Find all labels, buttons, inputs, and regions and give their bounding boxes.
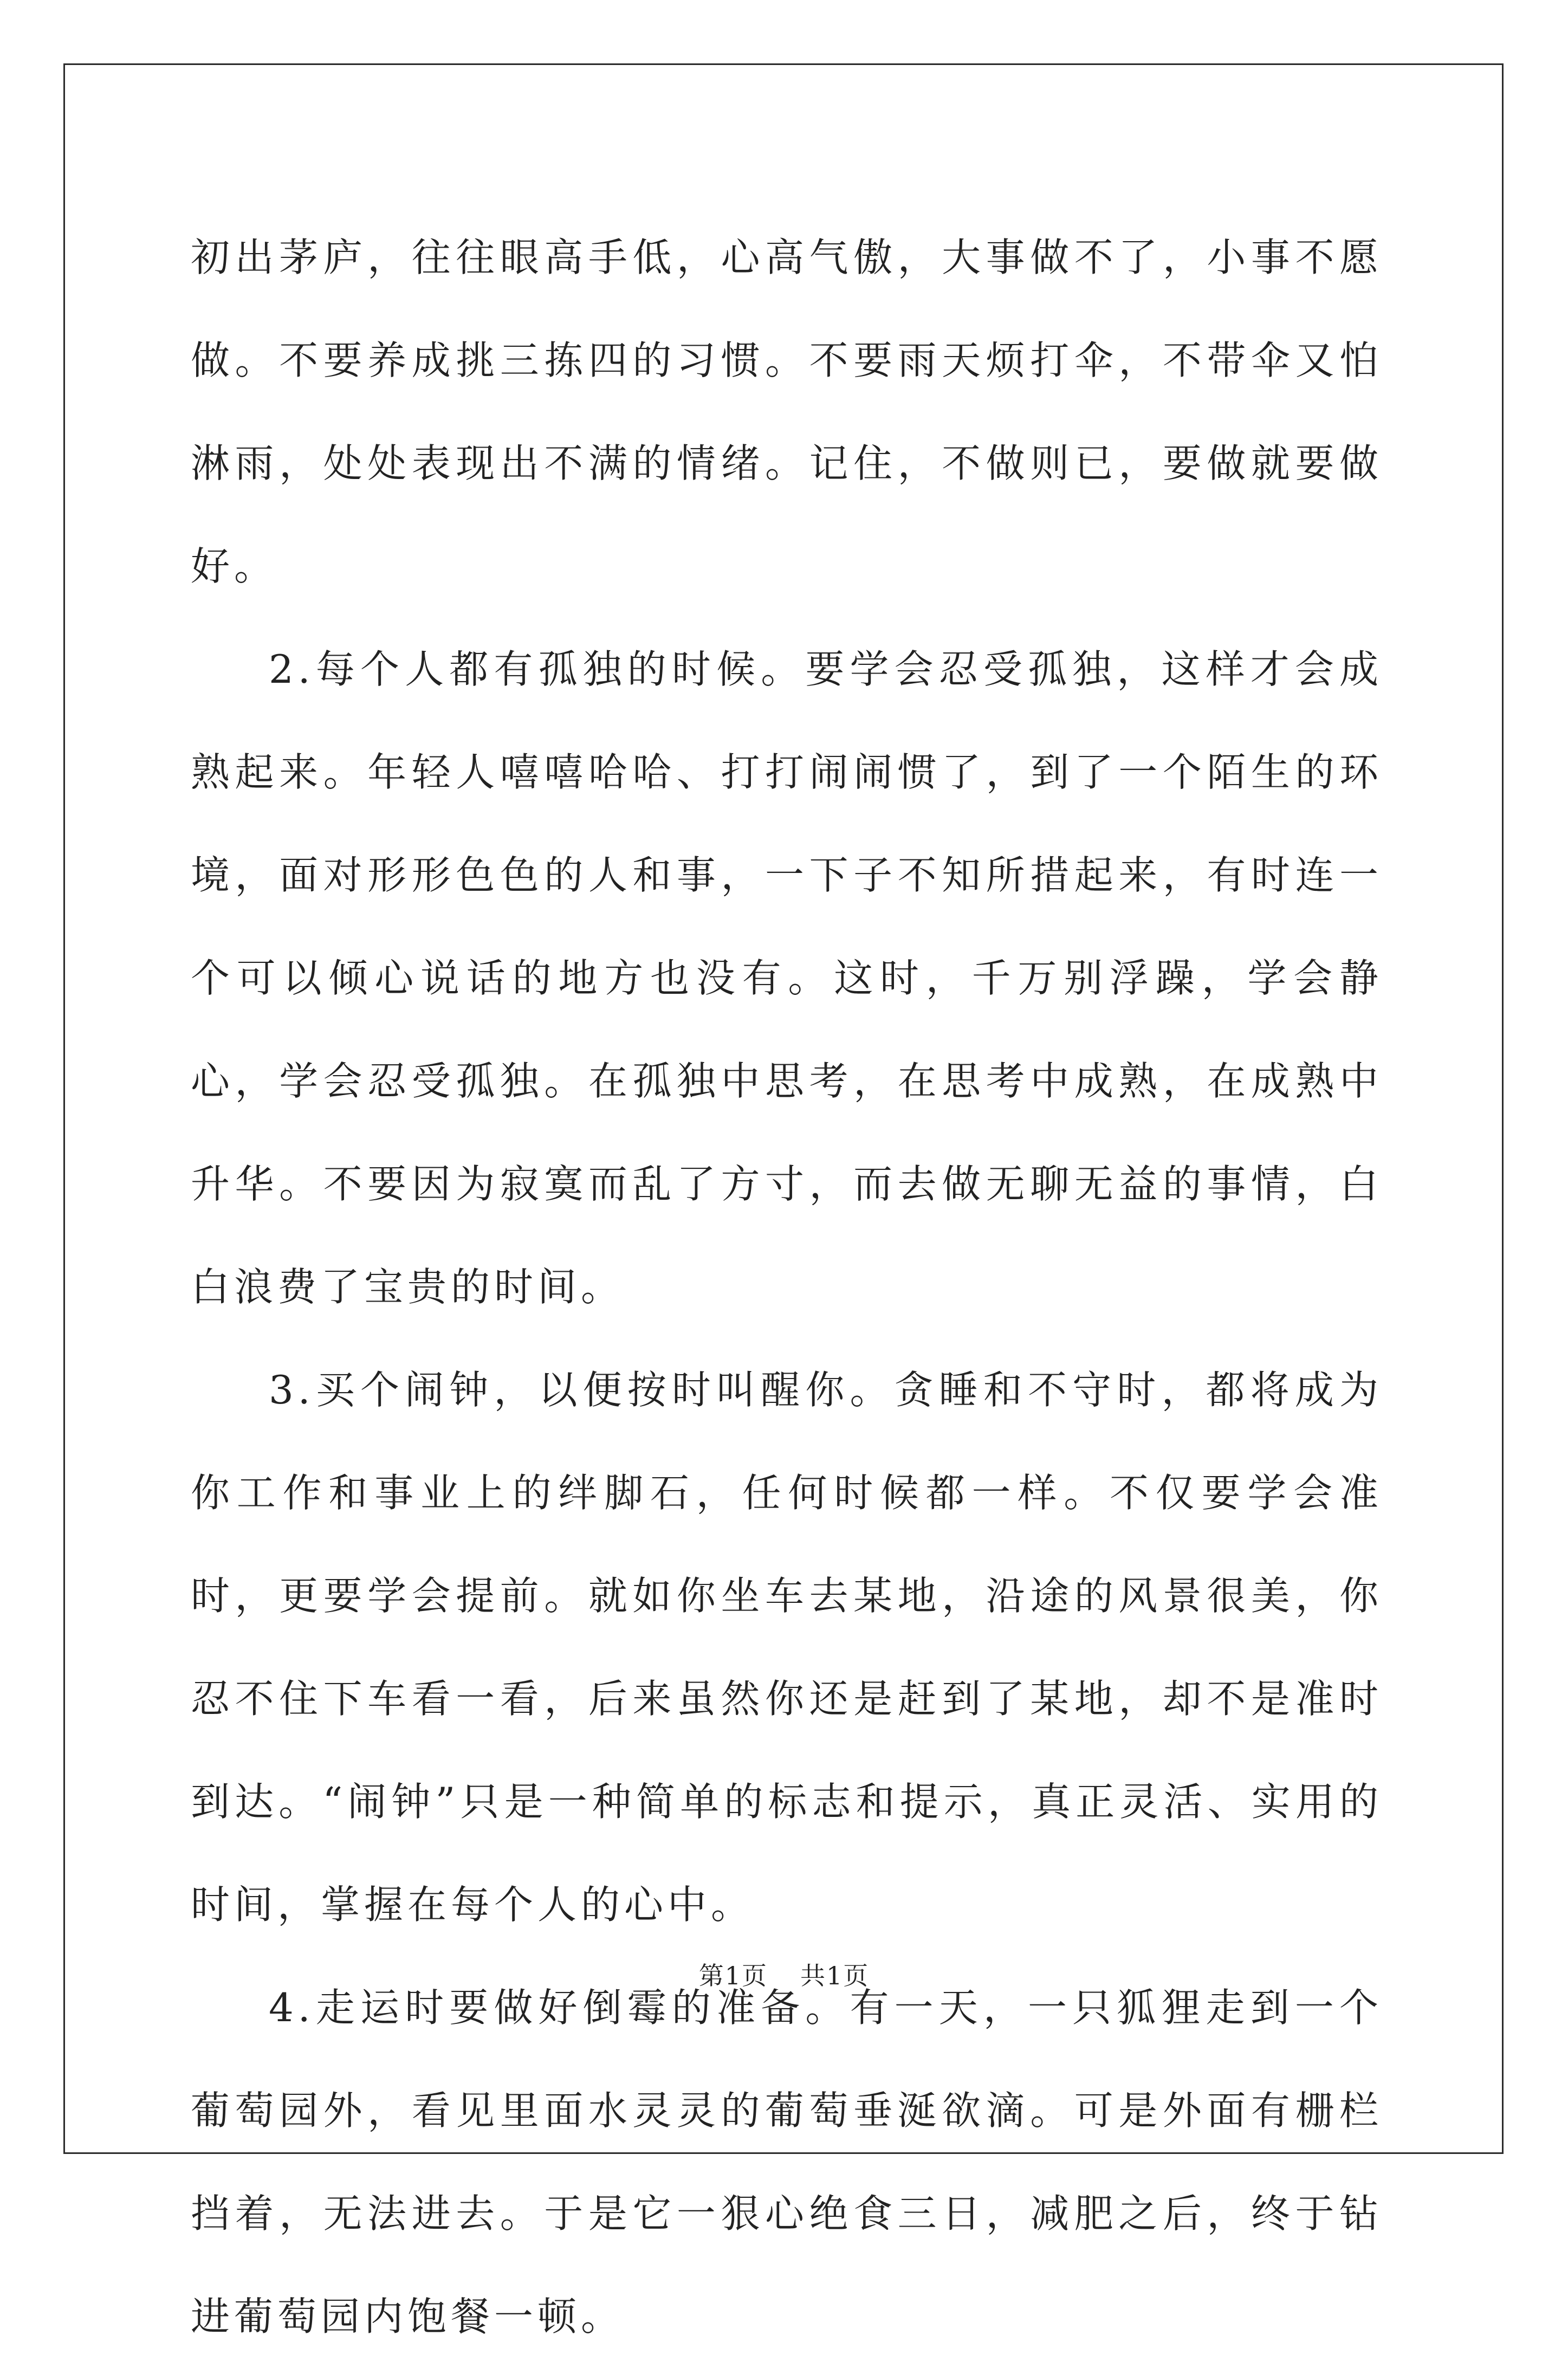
paragraph-4: 4.走运时要做好倒霉的准备。有一天，一只狐狸走到一个葡萄园外，看见里面水灵灵的葡萄垂涎欲滴。可是外面有栅栏挡着，无法进去。于是它一狠心绝食三日，减肥之后，终于钻进葡萄园内饱餐一顿。 [191,1985,1383,2339]
document-body [191,206,1383,2368]
page-footer [0,1956,1568,1992]
page-total: 共1页 [800,1961,870,1990]
paragraph-2: 2.每个人都有孤独的时候。要学会忍受孤独，这样才会成熟起来。年轻人嘻嘻哈哈、打打闹闹惯了，到了一个陌生的环境，面对形形色色的人和事，一下子不知所措起来，有时连一个可以倾心说话的地方也没有。这时，千万别浮躁，学会静心，学会忍受孤独。在孤独中思考，在思考中成熟，在成熟中升华。不要因为寂寞而乱了方寸，而去做无聊无益的事情，白白浪费了宝贵的时间。 [191,646,1383,1310]
paragraph-3: 3.买个闹钟，以便按时叫醒你。贪睡和不守时，都将成为你工作和事业上的绊脚石，任何时候都一样。不仅要学会准时，更要学会提前。就如你坐车去某地，沿途的风景很美，你忍不住下车看一看，后来虽然你还是赶到了某地，却不是准时到达。“闹钟”只是一种简单的标志和提示，真正灵活、实用的时间，掌握在每个人的心中。 [191,1367,1383,1927]
paragraph-continued: 初出茅庐，往往眼高手低，心高气傲，大事做不了，小事不愿做。不要养成挑三拣四的习惯。不要雨天烦打伞，不带伞又怕淋雨，处处表现出不满的情绪。记住，不做则已，要做就要做好。 [191,235,1383,589]
page-number: 第1页 [698,1961,768,1990]
